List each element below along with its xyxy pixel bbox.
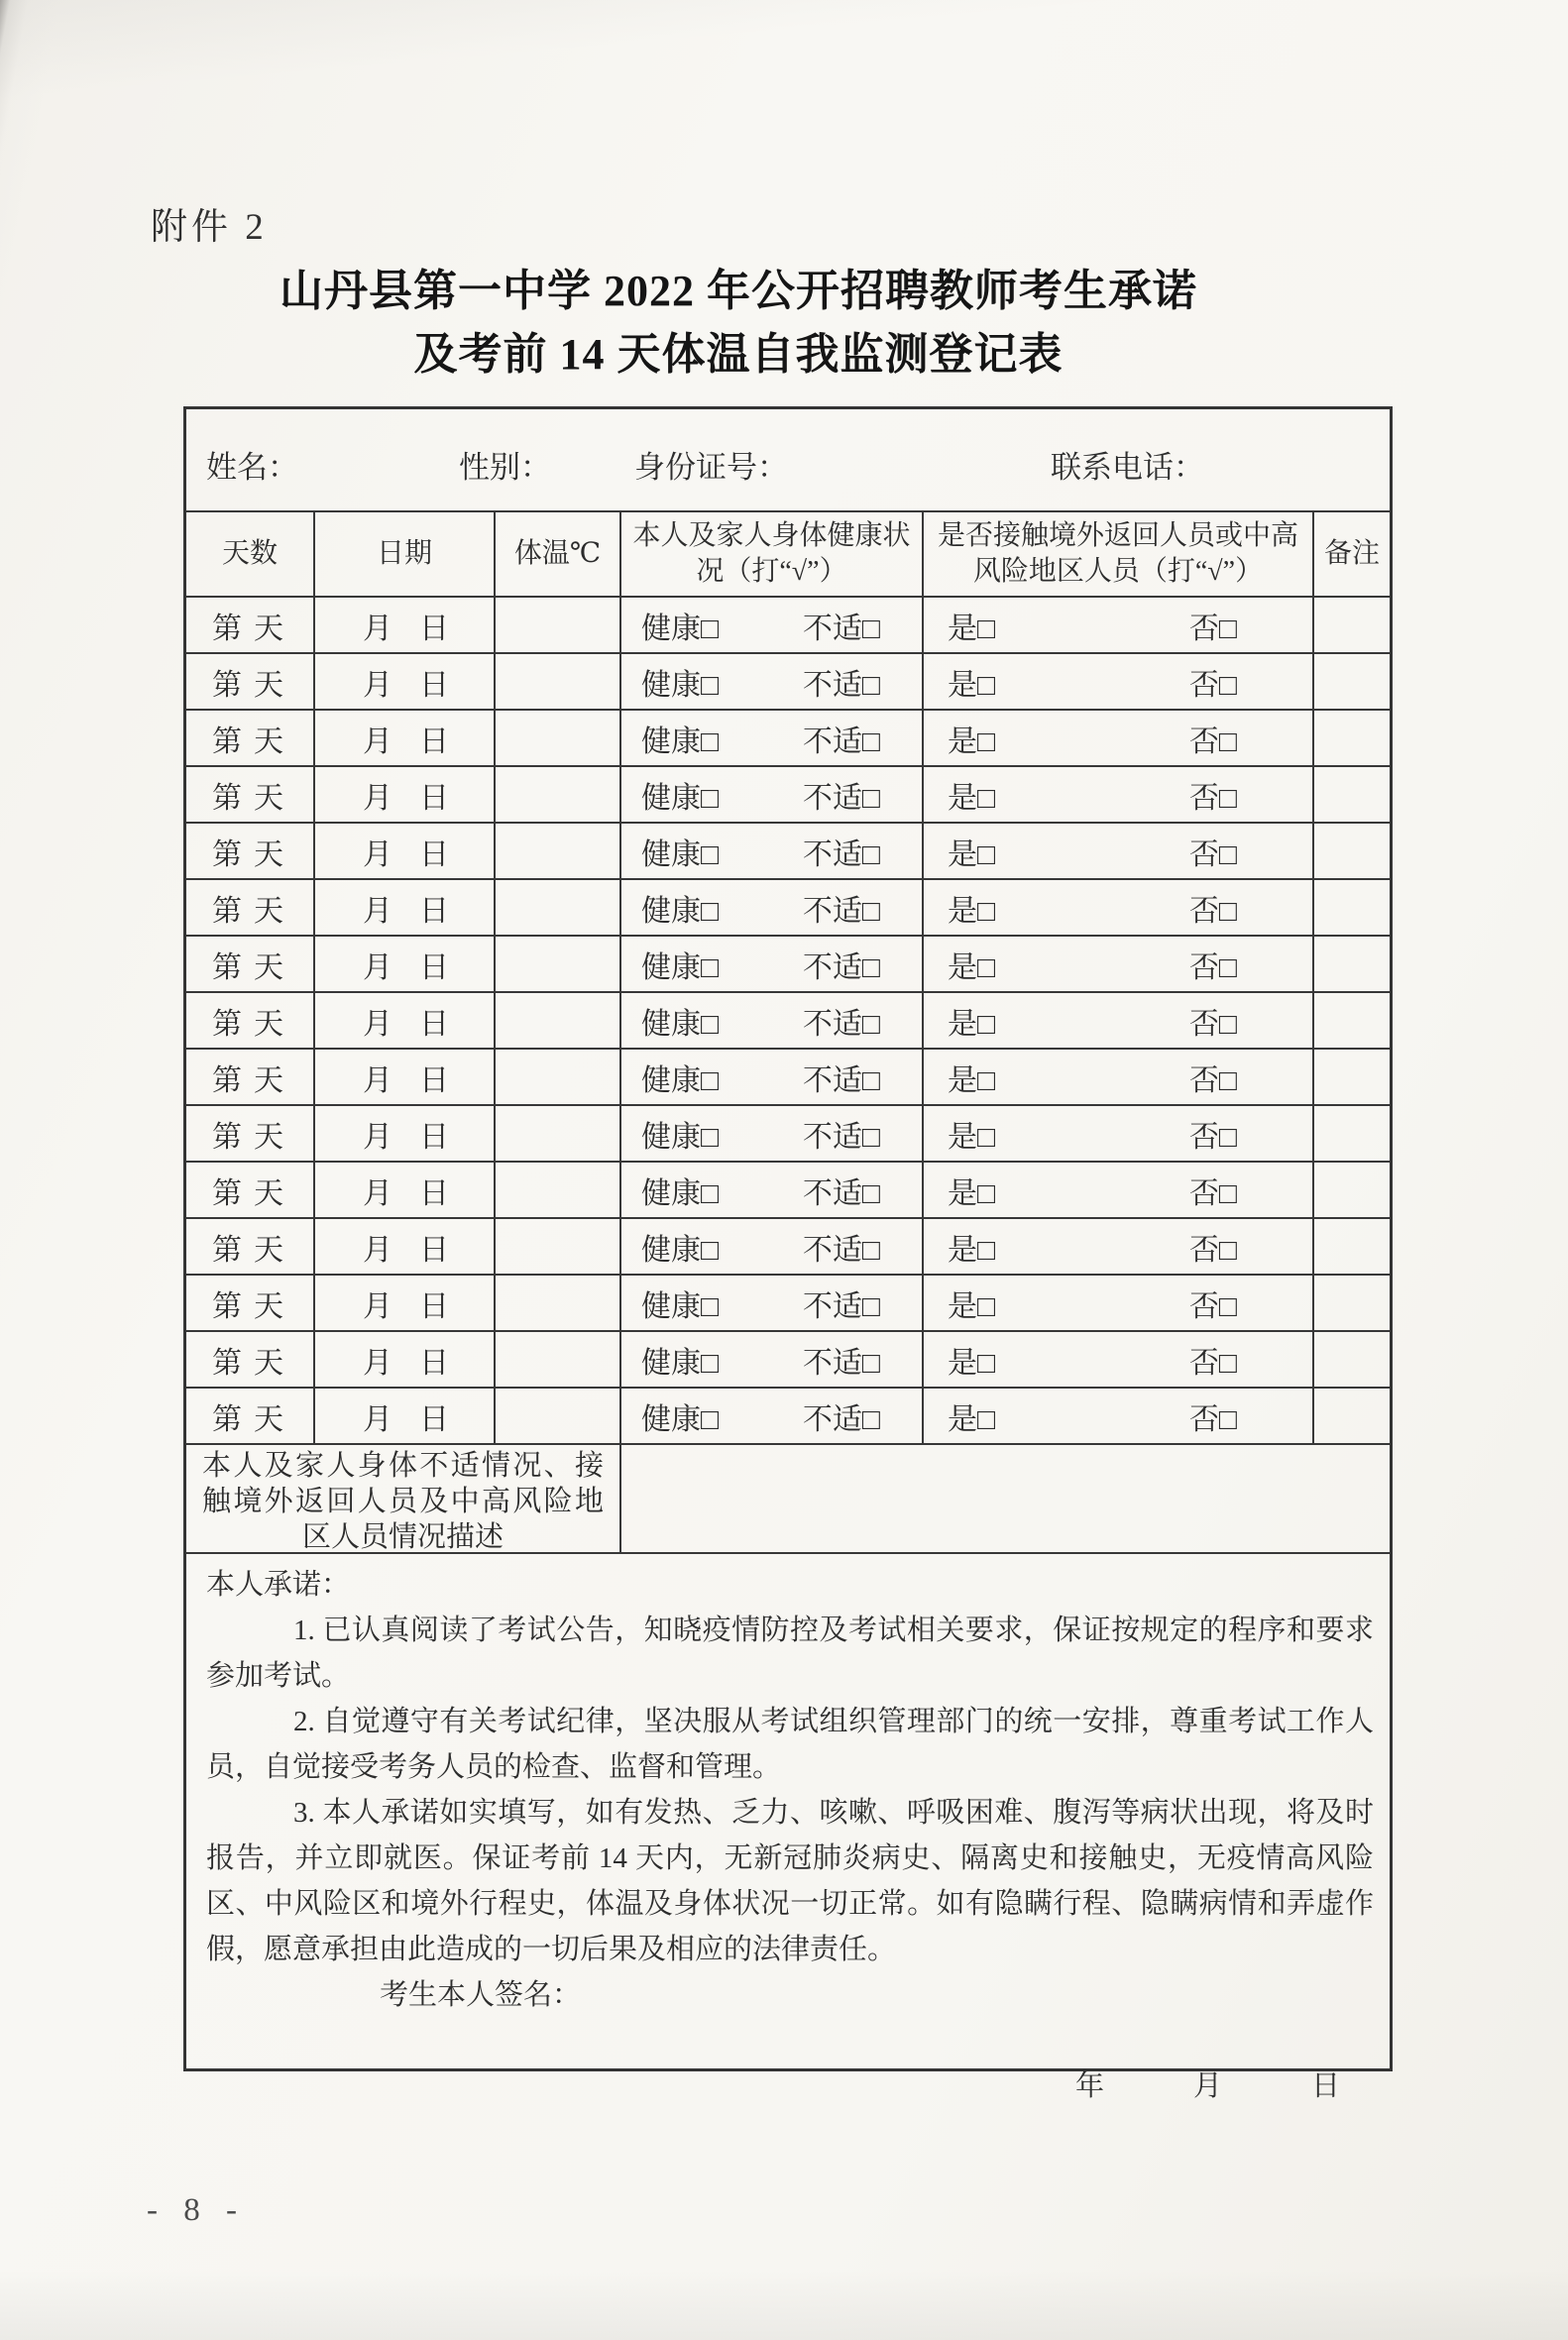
contact-yes-checkbox: 是□ (948, 781, 996, 815)
day-cell (186, 1050, 315, 1106)
contact-risk-cell (924, 1332, 1314, 1389)
date-line (206, 2063, 1374, 2109)
day-prefix: 第 (212, 894, 242, 928)
remark-cell (1314, 993, 1390, 1050)
date-cell (315, 1106, 496, 1163)
temperature-cell (496, 1163, 621, 1219)
contact-no-checkbox: 否□ (1188, 724, 1237, 758)
day-label: 日 (419, 1120, 449, 1154)
month-label: 月 (363, 612, 392, 645)
contact-yes-checkbox: 是□ (948, 1233, 996, 1267)
day-label: 日 (419, 1007, 449, 1041)
day-suffix: 天 (254, 1289, 283, 1323)
contact-yes-checkbox: 是□ (948, 1289, 996, 1323)
health-ok-checkbox: 健康□ (641, 837, 720, 871)
document-title (0, 260, 1568, 387)
contact-no-checkbox: 否□ (1188, 781, 1237, 815)
day-label: 日 (419, 950, 449, 984)
day-cell (186, 1389, 315, 1445)
contact-risk-cell (924, 993, 1314, 1050)
temperature-cell (496, 767, 621, 824)
day-suffix: 天 (254, 1233, 283, 1267)
contact-risk-cell (924, 824, 1314, 880)
day-cell (186, 1163, 315, 1219)
day-suffix: 天 (254, 1120, 283, 1154)
day-suffix: 天 (254, 724, 283, 758)
contact-risk-cell (924, 711, 1314, 767)
day-cell (186, 598, 315, 654)
health-ok-checkbox: 健康□ (641, 1289, 720, 1323)
remark-cell (1314, 880, 1390, 937)
health-status-cell (621, 1219, 924, 1276)
health-unwell-checkbox: 不适□ (802, 612, 880, 645)
contact-yes-checkbox: 是□ (948, 950, 996, 984)
temperature-cell (496, 1332, 621, 1389)
title-line-1: 山丹县第一中学 2022 年公开招聘教师考生承诺 (280, 267, 1197, 315)
day-prefix: 第 (212, 837, 242, 871)
name-label: 姓名： (206, 450, 298, 485)
day-label: 日 (419, 612, 449, 645)
contact-risk-cell (924, 1050, 1314, 1106)
contact-risk-cell (924, 1276, 1314, 1332)
month-label: 月 (363, 1007, 392, 1041)
day-label: 日 (419, 668, 449, 702)
description-label-cell: 本人及家人身体不适情况、接触境外返回人员及中高风险地区人员情况描述 (186, 1445, 621, 1554)
health-status-cell (621, 598, 924, 654)
date-cell (315, 711, 496, 767)
contact-no-checkbox: 否□ (1188, 1007, 1237, 1041)
contact-no-checkbox: 否□ (1188, 894, 1237, 928)
health-unwell-checkbox: 不适□ (802, 1289, 880, 1323)
day-prefix: 第 (212, 1289, 242, 1323)
commitment-item-1: 1. 已认真阅读了考试公告，知晓疫情防控及考试相关要求，保证按规定的程序和要求参加考试。 (206, 1615, 1374, 1692)
remark-cell (1314, 1276, 1390, 1332)
contact-no-checkbox: 否□ (1188, 612, 1237, 645)
remark-cell (1314, 824, 1390, 880)
signature-label: 考生本人签名： (380, 1979, 582, 2011)
gender-label: 性别： (459, 450, 551, 485)
column-header-health-status: 本人及家人身体健康状况（打“√”） (621, 512, 924, 598)
contact-risk-cell (924, 654, 1314, 711)
temperature-cell (496, 1106, 621, 1163)
table-body (186, 598, 1390, 1445)
phone-label: 联系电话： (1051, 450, 1204, 485)
day-suffix: 天 (254, 781, 283, 815)
day-suffix: 天 (254, 950, 283, 984)
health-unwell-checkbox: 不适□ (802, 1402, 880, 1436)
day-prefix: 第 (212, 1233, 242, 1267)
health-unwell-checkbox: 不适□ (802, 1120, 880, 1154)
day-prefix: 第 (212, 612, 242, 645)
health-status-cell (621, 1276, 924, 1332)
month-label: 月 (363, 1176, 392, 1210)
temperature-cell (496, 1050, 621, 1106)
month-label: 月 (363, 837, 392, 871)
day-cell (186, 1276, 315, 1332)
health-status-cell (621, 937, 924, 993)
day-label: 日 (419, 894, 449, 928)
day-prefix: 第 (212, 1007, 242, 1041)
date-cell (315, 598, 496, 654)
month-label: 月 (363, 1233, 392, 1267)
date-cell (315, 880, 496, 937)
id-number-label: 身份证号： (634, 450, 788, 485)
contact-no-checkbox: 否□ (1188, 1176, 1237, 1210)
contact-yes-checkbox: 是□ (948, 1346, 996, 1380)
contact-risk-cell (924, 767, 1314, 824)
month-label: 月 (1192, 2070, 1222, 2102)
contact-yes-checkbox: 是□ (948, 1176, 996, 1210)
temperature-cell (496, 824, 621, 880)
contact-yes-checkbox: 是□ (948, 1063, 996, 1097)
day-label: 日 (419, 837, 449, 871)
date-cell (315, 654, 496, 711)
health-status-cell (621, 824, 924, 880)
column-header-contact-risk: 是否接触境外返回人员或中高风险地区人员（打“√”） (924, 512, 1314, 598)
date-cell (315, 1050, 496, 1106)
date-cell (315, 1332, 496, 1389)
health-status-cell (621, 1389, 924, 1445)
contact-risk-cell (924, 880, 1314, 937)
remark-cell (1314, 1332, 1390, 1389)
contact-risk-cell (924, 1106, 1314, 1163)
day-suffix: 天 (254, 837, 283, 871)
column-header-remark: 备注 (1314, 512, 1390, 598)
table-header-row (186, 512, 1390, 598)
page-number: - 8 - (147, 2192, 246, 2228)
month-label: 月 (363, 668, 392, 702)
contact-risk-cell (924, 1389, 1314, 1445)
remark-cell (1314, 767, 1390, 824)
description-row (186, 1445, 1390, 1554)
day-label: 日 (419, 1346, 449, 1380)
month-label: 月 (363, 894, 392, 928)
health-unwell-checkbox: 不适□ (802, 1176, 880, 1210)
day-suffix: 天 (254, 1063, 283, 1097)
day-prefix: 第 (212, 1402, 242, 1436)
health-unwell-checkbox: 不适□ (802, 1007, 880, 1041)
health-unwell-checkbox: 不适□ (802, 837, 880, 871)
column-header-days: 天数 (186, 512, 315, 598)
health-unwell-checkbox: 不适□ (802, 894, 880, 928)
day-label: 日 (419, 1402, 449, 1436)
contact-yes-checkbox: 是□ (948, 837, 996, 871)
health-unwell-checkbox: 不适□ (802, 724, 880, 758)
day-cell (186, 767, 315, 824)
health-ok-checkbox: 健康□ (641, 1120, 720, 1154)
temperature-cell (496, 654, 621, 711)
day-suffix: 天 (254, 1346, 283, 1380)
description-value-cell (621, 1445, 1390, 1554)
day-prefix: 第 (212, 724, 242, 758)
health-ok-checkbox: 健康□ (641, 668, 720, 702)
day-suffix: 天 (254, 894, 283, 928)
health-status-cell (621, 1050, 924, 1106)
commitment-heading: 本人承诺： (206, 1569, 351, 1601)
health-ok-checkbox: 健康□ (641, 1176, 720, 1210)
contact-no-checkbox: 否□ (1188, 837, 1237, 871)
date-cell (315, 824, 496, 880)
temperature-cell (496, 1276, 621, 1332)
month-label: 月 (363, 1289, 392, 1323)
day-suffix: 天 (254, 668, 283, 702)
month-label: 月 (363, 724, 392, 758)
date-cell (315, 767, 496, 824)
health-unwell-checkbox: 不适□ (802, 950, 880, 984)
temperature-cell (496, 598, 621, 654)
health-ok-checkbox: 健康□ (641, 894, 720, 928)
remark-cell (1314, 1163, 1390, 1219)
contact-risk-cell (924, 1163, 1314, 1219)
contact-no-checkbox: 否□ (1188, 1402, 1237, 1436)
day-prefix: 第 (212, 1120, 242, 1154)
day-label: 日 (419, 724, 449, 758)
day-suffix: 天 (254, 1007, 283, 1041)
day-label: 日 (419, 1176, 449, 1210)
year-label: 年 (1074, 2070, 1104, 2102)
remark-cell (1314, 1219, 1390, 1276)
day-prefix: 第 (212, 668, 242, 702)
remark-cell (1314, 1106, 1390, 1163)
contact-yes-checkbox: 是□ (948, 1120, 996, 1154)
day-suffix: 天 (254, 612, 283, 645)
temperature-cell (496, 1219, 621, 1276)
contact-no-checkbox: 否□ (1188, 1289, 1237, 1323)
health-ok-checkbox: 健康□ (641, 1402, 720, 1436)
month-label: 月 (363, 950, 392, 984)
health-ok-checkbox: 健康□ (641, 781, 720, 815)
health-status-cell (621, 654, 924, 711)
day-suffix: 天 (254, 1402, 283, 1436)
month-label: 月 (363, 1063, 392, 1097)
day-cell (186, 824, 315, 880)
remark-cell (1314, 937, 1390, 993)
contact-risk-cell (924, 598, 1314, 654)
contact-no-checkbox: 否□ (1188, 1233, 1237, 1267)
contact-risk-cell (924, 1219, 1314, 1276)
health-unwell-checkbox: 不适□ (802, 1063, 880, 1097)
health-ok-checkbox: 健康□ (641, 1007, 720, 1041)
day-cell (186, 711, 315, 767)
date-cell (315, 1163, 496, 1219)
health-ok-checkbox: 健康□ (641, 1346, 720, 1380)
day-cell (186, 1219, 315, 1276)
contact-no-checkbox: 否□ (1188, 1346, 1237, 1380)
remark-cell (1314, 1050, 1390, 1106)
attachment-label: 附件 2 (151, 207, 268, 248)
remark-cell (1314, 598, 1390, 654)
health-unwell-checkbox: 不适□ (802, 668, 880, 702)
health-status-cell (621, 993, 924, 1050)
health-status-cell (621, 880, 924, 937)
date-cell (315, 937, 496, 993)
day-cell (186, 937, 315, 993)
day-label: 日 (1310, 2070, 1340, 2102)
health-unwell-checkbox: 不适□ (802, 1233, 880, 1267)
contact-risk-cell (924, 937, 1314, 993)
commitment-section (186, 1554, 1390, 2109)
commitment-item-3: 3. 本人承诺如实填写，如有发热、乏力、咳嗽、呼吸困难、腹泻等病状出现，将及时报告，并立即就医。保证考前 14 天内，无新冠肺炎病史、隔离史和接触史，无疫情高风险区、中风险区和境外行程史，体温及身体状况一切正常。如有隐瞒行程、隐瞒病情和弄虚作假，愿意承担由此造成的一切后果及相应的法律责任。 (206, 1797, 1374, 1965)
date-cell (315, 1219, 496, 1276)
date-cell (315, 1389, 496, 1445)
health-ok-checkbox: 健康□ (641, 950, 720, 984)
month-label: 月 (363, 1346, 392, 1380)
column-header-temperature: 体温℃ (496, 512, 621, 598)
registration-form (183, 406, 1393, 2102)
day-cell (186, 1332, 315, 1389)
day-prefix: 第 (212, 950, 242, 984)
contact-no-checkbox: 否□ (1188, 668, 1237, 702)
temperature-cell (496, 880, 621, 937)
health-status-cell (621, 1106, 924, 1163)
contact-yes-checkbox: 是□ (948, 1007, 996, 1041)
health-unwell-checkbox: 不适□ (802, 1346, 880, 1380)
candidate-info-row (186, 409, 1390, 512)
contact-yes-checkbox: 是□ (948, 612, 996, 645)
day-prefix: 第 (212, 1063, 242, 1097)
contact-no-checkbox: 否□ (1188, 1120, 1237, 1154)
column-header-date: 日期 (315, 512, 496, 598)
remark-cell (1314, 654, 1390, 711)
health-unwell-checkbox: 不适□ (802, 781, 880, 815)
health-ok-checkbox: 健康□ (641, 612, 720, 645)
remark-cell (1314, 1389, 1390, 1445)
day-prefix: 第 (212, 1176, 242, 1210)
contact-no-checkbox: 否□ (1188, 950, 1237, 984)
temperature-cell (496, 937, 621, 993)
day-label: 日 (419, 1233, 449, 1267)
day-prefix: 第 (212, 1346, 242, 1380)
date-cell (315, 1276, 496, 1332)
health-status-cell (621, 1332, 924, 1389)
health-ok-checkbox: 健康□ (641, 1063, 720, 1097)
month-label: 月 (363, 1120, 392, 1154)
day-cell (186, 993, 315, 1050)
contact-yes-checkbox: 是□ (948, 894, 996, 928)
health-status-cell (621, 1163, 924, 1219)
month-label: 月 (363, 1402, 392, 1436)
contact-no-checkbox: 否□ (1188, 1063, 1237, 1097)
temperature-cell (496, 1389, 621, 1445)
title-line-2: 及考前 14 天体温自我监测登记表 (413, 330, 1064, 379)
health-ok-checkbox: 健康□ (641, 724, 720, 758)
day-label: 日 (419, 781, 449, 815)
date-cell (315, 993, 496, 1050)
day-label: 日 (419, 1289, 449, 1323)
contact-yes-checkbox: 是□ (948, 668, 996, 702)
health-ok-checkbox: 健康□ (641, 1233, 720, 1267)
day-cell (186, 1106, 315, 1163)
temperature-cell (496, 993, 621, 1050)
contact-yes-checkbox: 是□ (948, 1402, 996, 1436)
commitment-item-2: 2. 自觉遵守有关考试纪律，坚决服从考试组织管理部门的统一安排，尊重考试工作人员，自觉接受考务人员的检查、监督和管理。 (206, 1706, 1374, 1783)
day-cell (186, 654, 315, 711)
contact-yes-checkbox: 是□ (948, 724, 996, 758)
temperature-cell (496, 711, 621, 767)
remark-cell (1314, 711, 1390, 767)
day-cell (186, 880, 315, 937)
day-suffix: 天 (254, 1176, 283, 1210)
health-status-cell (621, 767, 924, 824)
health-status-cell (621, 711, 924, 767)
month-label: 月 (363, 781, 392, 815)
day-prefix: 第 (212, 781, 242, 815)
day-label: 日 (419, 1063, 449, 1097)
